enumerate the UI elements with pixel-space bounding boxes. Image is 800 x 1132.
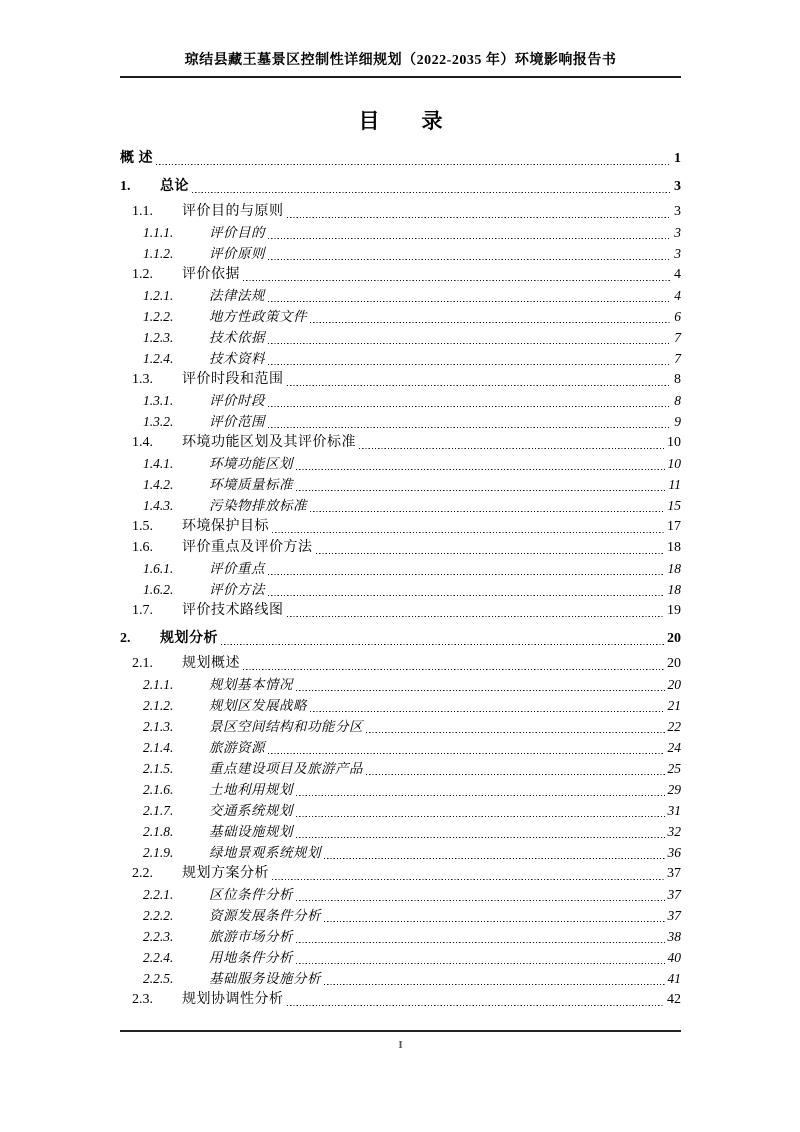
toc-entry-number: 2.2. bbox=[132, 866, 153, 881]
toc-dot-leader bbox=[310, 321, 671, 323]
toc-entry bbox=[132, 369, 681, 390]
toc-entry-page: 31 bbox=[667, 803, 681, 818]
toc-dot-leader bbox=[324, 920, 665, 922]
toc-entry-number: 1.2.1. bbox=[143, 288, 174, 303]
toc-entry-label: 评价重点 bbox=[209, 561, 265, 576]
toc-entry-number: 2.1. bbox=[132, 656, 153, 671]
toc-entry-label: 规划概述 bbox=[182, 656, 240, 671]
toc-entry-label: 评价原则 bbox=[209, 246, 265, 261]
toc-entry-label: 规划方案分析 bbox=[182, 866, 269, 881]
toc-dot-leader bbox=[310, 710, 665, 712]
toc-dot-leader bbox=[268, 594, 665, 596]
toc-entry-page: 11 bbox=[668, 477, 681, 492]
toc-entry-page: 24 bbox=[667, 740, 681, 755]
toc-entry-page: 42 bbox=[667, 992, 681, 1007]
toc-entry-page: 7 bbox=[674, 330, 681, 345]
toc-dot-leader bbox=[268, 237, 671, 239]
toc-entry-number: 2.1.2. bbox=[143, 698, 174, 713]
toc-entry-page: 18 bbox=[667, 561, 681, 576]
toc-entry bbox=[143, 222, 681, 243]
toc-entry-number: 1.3.1. bbox=[143, 393, 174, 408]
toc-dot-leader bbox=[243, 279, 671, 281]
toc-entry bbox=[143, 947, 681, 968]
toc-entry-page: 18 bbox=[667, 582, 681, 597]
toc-entry-number: 2. bbox=[120, 631, 131, 646]
toc-entry-number: 2.2.1. bbox=[143, 887, 174, 902]
toc-entry bbox=[143, 905, 681, 926]
toc-entry bbox=[120, 176, 681, 197]
toc-entry-page: 3 bbox=[674, 179, 681, 194]
toc-entry-page: 8 bbox=[674, 372, 681, 387]
toc-entry-page: 29 bbox=[667, 782, 681, 797]
toc-entry bbox=[143, 716, 681, 737]
toc-entry bbox=[132, 989, 681, 1010]
toc-dot-leader bbox=[156, 163, 671, 165]
toc-dot-leader bbox=[296, 962, 665, 964]
toc-entry bbox=[143, 884, 681, 905]
toc-entry-label: 环境功能区划及其评价标准 bbox=[182, 435, 356, 450]
toc-entry-label: 技术资料 bbox=[209, 351, 265, 366]
toc-entry bbox=[143, 348, 681, 369]
toc-entry-label: 评价依据 bbox=[182, 267, 240, 282]
toc-entry-page: 20 bbox=[667, 677, 681, 692]
toc-dot-leader bbox=[310, 510, 665, 512]
toc-entry-label: 用地条件分析 bbox=[209, 950, 293, 965]
toc-entry-label: 绿地景观系统规划 bbox=[209, 845, 321, 860]
toc-dot-leader bbox=[296, 815, 665, 817]
toc-dot-leader bbox=[268, 573, 665, 575]
toc-dot-leader bbox=[268, 405, 671, 407]
toc-dot-leader bbox=[359, 447, 664, 449]
toc-entry-label: 土地利用规划 bbox=[209, 782, 293, 797]
toc-entry-page: 37 bbox=[667, 908, 681, 923]
toc-entry-page: 32 bbox=[667, 824, 681, 839]
toc-entry-page: 8 bbox=[674, 393, 681, 408]
toc-entry-label: 评价技术路线图 bbox=[182, 603, 284, 618]
toc-entry-page: 19 bbox=[667, 603, 681, 618]
toc-entry-number: 1.6. bbox=[132, 540, 153, 555]
toc-entry-page: 37 bbox=[667, 866, 681, 881]
toc-entry-label: 评价方法 bbox=[209, 582, 265, 597]
toc-title: 目 录 bbox=[358, 109, 443, 133]
toc-entry-page: 3 bbox=[674, 204, 681, 219]
toc-entry-label: 评价范围 bbox=[209, 414, 265, 429]
toc-dot-leader bbox=[296, 836, 665, 838]
toc-entry bbox=[143, 758, 681, 779]
toc-entry bbox=[132, 264, 681, 285]
toc-entry-label: 环境功能区划 bbox=[209, 456, 293, 471]
toc-entry bbox=[132, 516, 681, 537]
toc-entry-page: 20 bbox=[667, 631, 681, 646]
toc-entry-number: 1.1.2. bbox=[143, 246, 174, 261]
toc-entry bbox=[132, 653, 681, 674]
toc-entry-number: 1.1. bbox=[132, 204, 153, 219]
toc-dot-leader bbox=[324, 983, 665, 985]
toc-entry bbox=[143, 495, 681, 516]
toc-entry-page: 20 bbox=[667, 656, 681, 671]
toc-entry-label: 资源发展条件分析 bbox=[209, 908, 321, 923]
toc-entry-page: 1 bbox=[674, 151, 681, 166]
toc-entry-number: 1.3.2. bbox=[143, 414, 174, 429]
toc-entry-page: 40 bbox=[667, 950, 681, 965]
toc-entry-page: 6 bbox=[674, 309, 681, 324]
toc-entry-label: 法律法规 bbox=[209, 288, 265, 303]
toc-entry-label: 环境质量标准 bbox=[209, 477, 293, 492]
toc-entry-page: 7 bbox=[674, 351, 681, 366]
toc-entry-page: 37 bbox=[667, 887, 681, 902]
toc-entry bbox=[143, 779, 681, 800]
toc-entry-label: 技术依据 bbox=[209, 330, 265, 345]
toc-dot-leader bbox=[287, 1004, 665, 1006]
toc-dot-leader bbox=[287, 615, 665, 617]
toc-entry bbox=[132, 537, 681, 558]
toc-entry-number: 1.2.3. bbox=[143, 330, 174, 345]
toc-dot-leader bbox=[268, 342, 671, 344]
header-title: 琼结县藏王墓景区控制性详细规划（2022-2035 年）环境影响报告书 bbox=[184, 53, 617, 68]
toc-entry-number: 1.4.1. bbox=[143, 456, 174, 471]
toc-dot-leader bbox=[287, 216, 672, 218]
toc-entry-page: 21 bbox=[667, 698, 681, 713]
toc-entry bbox=[143, 411, 681, 432]
toc-dot-leader bbox=[268, 300, 671, 302]
toc-entry-page: 25 bbox=[667, 761, 681, 776]
toc-entry-label: 规划基本情况 bbox=[209, 677, 293, 692]
toc-entry-page: 38 bbox=[667, 929, 681, 944]
toc-entry-page: 3 bbox=[674, 246, 681, 261]
toc-entry-label: 基础服务设施分析 bbox=[209, 971, 321, 986]
toc-entry-number: 2.1.6. bbox=[143, 782, 174, 797]
toc-entry-number: 2.1.9. bbox=[143, 845, 174, 860]
toc-entry bbox=[143, 821, 681, 842]
toc-entry-label: 评价时段 bbox=[209, 393, 265, 408]
toc-dot-leader bbox=[296, 689, 665, 691]
toc-entry bbox=[143, 306, 681, 327]
toc-entry-number: 1.1.1. bbox=[143, 225, 174, 240]
toc-entry-label: 旅游资源 bbox=[209, 740, 265, 755]
toc-entry-page: 22 bbox=[667, 719, 681, 734]
toc-dot-leader bbox=[287, 384, 672, 386]
toc-entry bbox=[143, 674, 681, 695]
toc-entry-number: 2.1.7. bbox=[143, 803, 174, 818]
toc-entry-number: 2.1.5. bbox=[143, 761, 174, 776]
toc-dot-leader bbox=[296, 794, 665, 796]
toc-entry-number: 1.4. bbox=[132, 435, 153, 450]
toc-dot-leader bbox=[243, 668, 664, 670]
toc-entry-page: 10 bbox=[667, 456, 681, 471]
toc-entry bbox=[120, 628, 681, 649]
toc-entry bbox=[132, 863, 681, 884]
toc-entry-page: 18 bbox=[667, 540, 681, 555]
toc-entry-label: 评价目的 bbox=[209, 225, 265, 240]
toc-entry-number: 1.2. bbox=[132, 267, 153, 282]
toc-entry-number: 2.1.8. bbox=[143, 824, 174, 839]
toc-entry-number: 1.3. bbox=[132, 372, 153, 387]
toc-dot-leader bbox=[221, 643, 664, 645]
toc-entry-page: 17 bbox=[667, 519, 681, 534]
toc-entry-label: 污染物排放标准 bbox=[209, 498, 307, 513]
toc-entry-number: 1.6.1. bbox=[143, 561, 174, 576]
toc-entry-number: 1.2.4. bbox=[143, 351, 174, 366]
toc-entry bbox=[143, 390, 681, 411]
toc-entry bbox=[143, 737, 681, 758]
toc-dot-leader bbox=[268, 363, 671, 365]
toc-dot-leader bbox=[316, 552, 665, 554]
toc-entry bbox=[132, 600, 681, 621]
toc-entry-number: 2.1.3. bbox=[143, 719, 174, 734]
toc-entry-page: 3 bbox=[674, 225, 681, 240]
page-footer bbox=[120, 1030, 681, 1053]
toc-dot-leader bbox=[296, 941, 665, 943]
toc-entry bbox=[143, 695, 681, 716]
toc-entry-number: 2.1.4. bbox=[143, 740, 174, 755]
toc-entry-label: 总论 bbox=[160, 179, 189, 194]
page-number: I bbox=[398, 1039, 403, 1051]
toc-dot-leader bbox=[272, 878, 664, 880]
toc-entry-number: 1.4.3. bbox=[143, 498, 174, 513]
toc-list bbox=[120, 148, 681, 1010]
toc-entry-page: 4 bbox=[674, 267, 681, 282]
toc-entry-label: 旅游市场分析 bbox=[209, 929, 293, 944]
toc-entry-page: 41 bbox=[667, 971, 681, 986]
toc-entry-number: 1.2.2. bbox=[143, 309, 174, 324]
toc-entry-label: 评价时段和范围 bbox=[182, 372, 284, 387]
toc-entry bbox=[143, 453, 681, 474]
toc-entry-number: 2.1.1. bbox=[143, 677, 174, 692]
toc-entry-label: 评价目的与原则 bbox=[182, 204, 284, 219]
toc-dot-leader bbox=[192, 191, 671, 193]
toc-entry-label: 基础设施规划 bbox=[209, 824, 293, 839]
toc-dot-leader bbox=[272, 531, 664, 533]
toc-dot-leader bbox=[268, 258, 671, 260]
toc-entry-number: 1.7. bbox=[132, 603, 153, 618]
toc-entry bbox=[120, 148, 681, 169]
toc-entry bbox=[143, 926, 681, 947]
toc-entry-label: 地方性政策文件 bbox=[209, 309, 307, 324]
toc-entry bbox=[143, 243, 681, 264]
toc-dot-leader bbox=[324, 857, 665, 859]
toc-dot-leader bbox=[268, 752, 665, 754]
toc-entry-label: 重点建设项目及旅游产品 bbox=[209, 761, 363, 776]
toc-entry-page: 9 bbox=[674, 414, 681, 429]
toc-entry-label: 概 述 bbox=[120, 151, 153, 166]
toc-dot-leader bbox=[366, 731, 665, 733]
toc-entry-page: 4 bbox=[674, 288, 681, 303]
toc-entry bbox=[143, 558, 681, 579]
toc-dot-leader bbox=[268, 426, 671, 428]
toc-entry bbox=[143, 800, 681, 821]
toc-entry-label: 规划区发展战略 bbox=[209, 698, 307, 713]
page-header bbox=[120, 0, 681, 78]
toc-entry-label: 规划分析 bbox=[160, 631, 218, 646]
toc-dot-leader bbox=[296, 489, 666, 491]
toc-entry-label: 景区空间结构和功能分区 bbox=[209, 719, 363, 734]
toc-entry bbox=[132, 432, 681, 453]
toc-entry-number: 2.2.4. bbox=[143, 950, 174, 965]
toc-entry-number: 2.3. bbox=[132, 992, 153, 1007]
toc-entry bbox=[143, 579, 681, 600]
toc-entry-label: 评价重点及评价方法 bbox=[182, 540, 313, 555]
toc-entry-label: 区位条件分析 bbox=[209, 887, 293, 902]
toc-entry bbox=[143, 968, 681, 989]
toc-entry-number: 1. bbox=[120, 179, 131, 194]
toc-entry bbox=[143, 327, 681, 348]
toc-entry-number: 1.6.2. bbox=[143, 582, 174, 597]
toc-entry bbox=[143, 285, 681, 306]
toc-entry-number: 2.2.3. bbox=[143, 929, 174, 944]
toc-entry-label: 规划协调性分析 bbox=[182, 992, 284, 1007]
toc-entry bbox=[143, 474, 681, 495]
toc-entry-number: 1.5. bbox=[132, 519, 153, 534]
toc-entry-number: 2.2.2. bbox=[143, 908, 174, 923]
toc-dot-leader bbox=[296, 899, 665, 901]
toc-entry-page: 36 bbox=[667, 845, 681, 860]
toc-entry bbox=[132, 201, 681, 222]
toc-entry-number: 1.4.2. bbox=[143, 477, 174, 492]
toc-entry bbox=[143, 842, 681, 863]
toc-entry-page: 10 bbox=[667, 435, 681, 450]
toc-entry-label: 环境保护目标 bbox=[182, 519, 269, 534]
toc-dot-leader bbox=[366, 773, 665, 775]
toc-entry-label: 交通系统规划 bbox=[209, 803, 293, 818]
toc-entry-page: 15 bbox=[667, 498, 681, 513]
toc-dot-leader bbox=[296, 468, 665, 470]
toc-entry-number: 2.2.5. bbox=[143, 971, 174, 986]
